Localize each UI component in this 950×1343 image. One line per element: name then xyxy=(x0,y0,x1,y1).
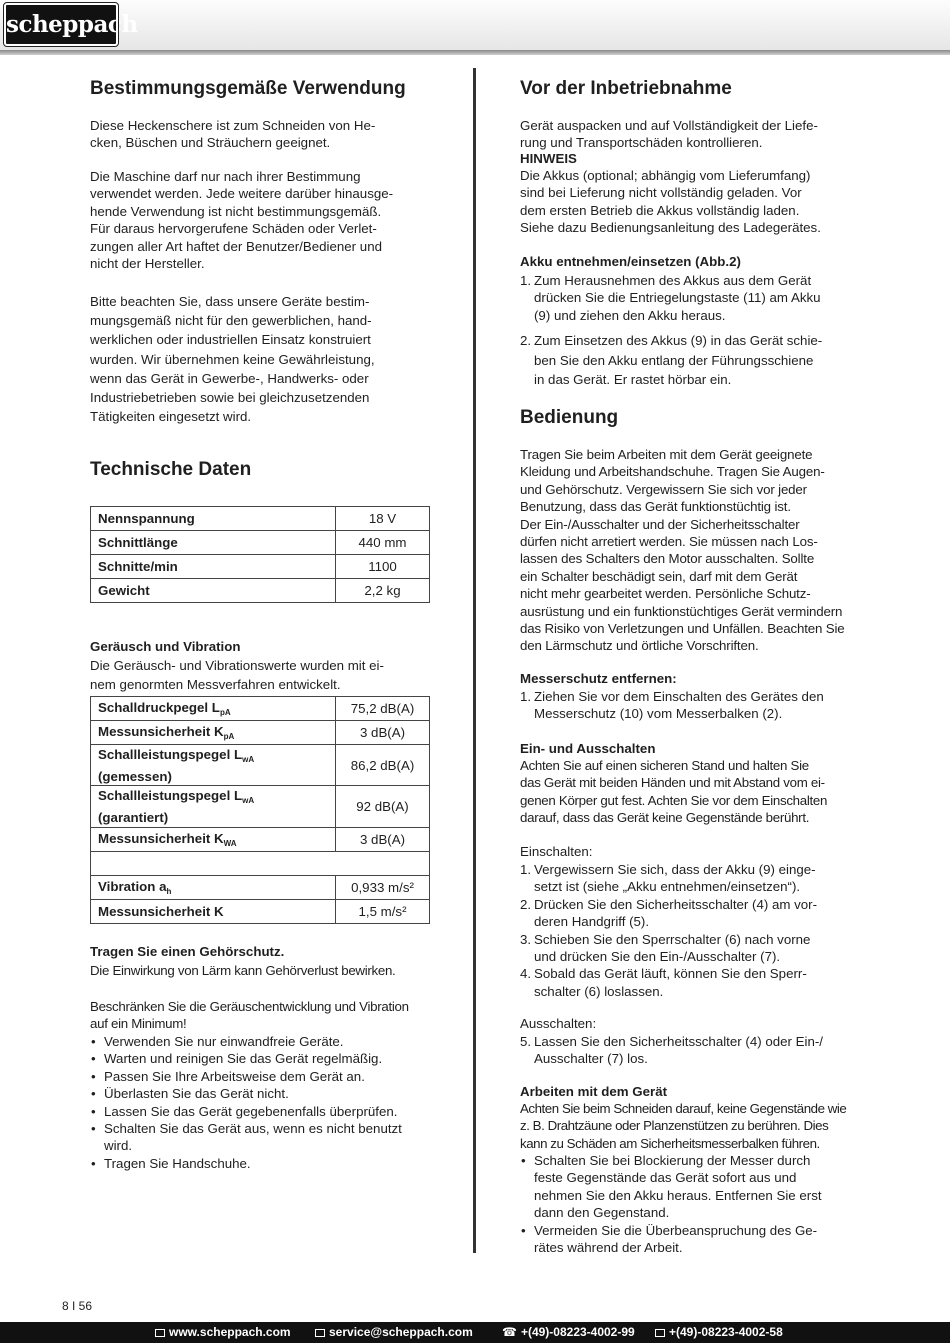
work-title: Arbeiten mit dem Gerät xyxy=(520,1084,668,1099)
empty-cell xyxy=(91,852,430,876)
table-row xyxy=(91,721,430,745)
noise-label: Schallleistungspegel $L_{wA}$ (gemessen) xyxy=(91,745,336,786)
before-paragraph: Gerät auspacken und auf Vollständigkeit der Liefe- rung und Transportschäden kontrollieren. xyxy=(520,118,818,151)
use-paragraph-3: Bitte beachten Sie, dass unsere Geräte bestim- mungsgemäß nicht für den gewerblichen, hand- werklichen oder industriellen Einsatz konstruiert wurden. Wir übernehmen keine Gewährleistung, wenn das Gerät in Gewerbe-, Handwerks- oder Industriebetrieben sowie bei gleichzusetzenden Tätigkeiten eingesetzt wird. xyxy=(90,294,375,425)
noise-value: 86,2 dB(A) xyxy=(336,745,430,786)
list-item: 2. Drücken Sie den Sicherheitsschalter (4) am vor- deren Handgriff (5). xyxy=(520,896,818,930)
list-item: • Vermeiden Sie die Überbeanspruchung des Ge- rätes während der Arbeit. xyxy=(520,1222,865,1257)
spec-label: Schnitte/min xyxy=(91,555,336,579)
list-item: • Warten und reinigen Sie das Gerät regelmäßig. xyxy=(90,1050,435,1067)
limit-text: Beschränken Sie die Geräuschentwicklung und Vibration auf ein Minimum! xyxy=(90,999,409,1032)
list-item: • Verwenden Sie nur einwandfreie Geräte. xyxy=(90,1033,435,1050)
table-row xyxy=(91,579,430,603)
noise-value: 1,5 m/s² xyxy=(336,900,430,924)
list-item: • Tragen Sie Handschuhe. xyxy=(90,1155,435,1172)
list-item: • Passen Sie Ihre Arbeitsweise dem Gerät an. xyxy=(90,1068,435,1085)
spec-label: Schnittlänge xyxy=(91,531,336,555)
noise-label: Messunsicherheit K xyxy=(91,900,336,924)
table-row xyxy=(91,507,430,531)
limit-bullet-list xyxy=(90,1033,435,1172)
hint-text: Die Akkus (optional; abhängig vom Lieferumfang) sind bei Lieferung nicht vollständig geladen. Vor dem ersten Betrieb die Akkus vollständig laden. Siehe dazu Bedienungsanleitung des Ladegerätes. xyxy=(520,168,821,236)
spec-label: Gewicht xyxy=(91,579,336,603)
battery-step-list xyxy=(520,272,865,324)
footer-web[interactable]: www.scheppach.com xyxy=(155,1322,291,1343)
list-item: 5. Lassen Sie den Sicherheitsschalter (4) oder Ein-/ Ausschalter (7) los. xyxy=(520,1034,823,1067)
hint-title: HINWEIS xyxy=(520,151,577,166)
noise-label: Messunsicherheit $K_{WA}$ xyxy=(91,828,336,852)
footer-phone: ☎ +(49)-08223-4002-99 xyxy=(502,1325,635,1339)
battery-step-list-2 xyxy=(520,331,865,390)
list-item: 2. Zum Einsetzen des Akkus (9) in das Gerät schie- ben Sie den Akku entlang der Führungsschiene in das Gerät. Er rastet hörbar ein. xyxy=(520,333,823,387)
operation-paragraph: Tragen Sie beim Arbeiten mit dem Gerät geeignete Kleidung und Arbeitshandschuhe. Tragen Sie Augen- und Gehörschutz. Vergewissern Sie sich vor jeder Benutzung, dass das Gerät funktionstüchtig ist. Der Ein-/Ausschalter und der Sicherheitsschalter dürfen nicht arretiert werden. Sie müssen nach Los- lassen des Schalters den Motor ausschalten. Sollte ein Schalter beschädigt sein, darf mit dem Gerät nicht mehr gearbeitet werden. Persönliche Schutz- ausrüstung und ein funktionstüchtiges Gerät vermindern das Risiko von Verletzungen und Unfällen. Beachten Sie den Lärmschutz und örtliche Vorschriften. xyxy=(520,447,845,654)
work-text: Achten Sie beim Schneiden darauf, keine Gegenstände wie z. B. Drahtzäune oder Planzenstützen zu berühren. Dies kann zu Schäden am Sicherheitsmesserbalken führen. xyxy=(520,1101,847,1151)
spec-label: Nennspannung xyxy=(91,507,336,531)
technical-data-table xyxy=(90,506,430,603)
switch-text: Achten Sie auf einen sicheren Stand und halten Sie das Gerät mit beiden Händen und mit Abstand vom ei- genen Körper gut fest. Achten Sie vor dem Einschalten darauf, dass das Gerät keine Gegenstände berührt. xyxy=(520,758,828,826)
noise-value: 92 dB(A) xyxy=(336,786,430,828)
noise-text: Die Geräusch- und Vibrationswerte wurden mit ei- nem genormten Messverfahren entwickelt. xyxy=(90,658,384,692)
list-item: 1. Ziehen Sie vor dem Einschalten des Gerätes den Messerschutz (10) vom Messerbalken (2). xyxy=(520,689,824,722)
noise-value: 75,2 dB(A) xyxy=(336,697,430,721)
use-paragraph-1: Diese Heckenschere ist zum Schneiden von He- cken, Büschen und Sträuchern geeignet. xyxy=(90,118,376,151)
header-divider xyxy=(0,50,950,55)
footer-email[interactable]: service@scheppach.com xyxy=(315,1322,473,1343)
on-step-list xyxy=(520,861,865,1000)
switch-title: Ein- und Ausschalten xyxy=(520,741,656,756)
noise-value: 3 dB(A) xyxy=(336,828,430,852)
list-item: 4. Sobald das Gerät läuft, können Sie den Sperr- schalter (6) loslassen. xyxy=(520,966,807,999)
hearing-protection-text: Die Einwirkung von Lärm kann Gehörverlust bewirken. xyxy=(90,963,396,978)
list-item: • Schalten Sie das Gerät aus, wenn es nicht benutzt wird. xyxy=(90,1120,435,1155)
table-row xyxy=(91,828,430,852)
table-row xyxy=(91,697,430,721)
use-paragraph-2: Die Maschine darf nur nach ihrer Bestimmung verwendet werden. Jede weitere darüber hinausge- hende Verwendung ist nicht bestimmungsgemäß. Für daraus hervorgerufene Schäden oder Verlet- zungen aller Art haftet der Benutzer/Bediener und nicht der Hersteller. xyxy=(90,169,394,272)
blade-guard-steps xyxy=(520,688,865,723)
noise-label: Vibration $a_h$ xyxy=(91,876,336,900)
spec-value: 1100 xyxy=(336,555,430,579)
noise-value: 3 dB(A) xyxy=(336,721,430,745)
monitor-icon xyxy=(155,1329,165,1337)
off-label: Ausschalten: xyxy=(520,1016,597,1031)
scheppach-logo: scheppach xyxy=(4,3,118,46)
list-item: • Schalten Sie bei Blockierung der Messer durch feste Gegenstände das Gerät sofort aus und nehmen Sie den Akku heraus. Entfernen Sie erst dann den Gegenstand. xyxy=(520,1152,865,1222)
noise-value: 0,933 m/s² xyxy=(336,876,430,900)
column-divider xyxy=(473,68,476,1253)
section-title-intended-use: Bestimmungsgemäße Verwendung xyxy=(90,78,406,99)
list-item: 1. Vergewissern Sie sich, dass der Akku (9) einge- setzt ist (siehe „Akku entnehmen/einsetzen“). xyxy=(520,862,816,895)
list-item: • Überlasten Sie das Gerät nicht. xyxy=(90,1085,435,1102)
blade-guard-title: Messerschutz entfernen: xyxy=(520,671,677,686)
footer-bar xyxy=(0,1322,950,1343)
work-bullet-list xyxy=(520,1152,865,1256)
table-row xyxy=(91,555,430,579)
section-title-operation: Bedienung xyxy=(520,407,619,428)
noise-label: Schallleistungspegel $L_{wA}$ (garantiert) xyxy=(91,786,336,828)
spec-value: 2,2 kg xyxy=(336,579,430,603)
spec-value: 18 V xyxy=(336,507,430,531)
on-label: Einschalten: xyxy=(520,844,593,859)
list-item: • Lassen Sie das Gerät gegebenenfalls überprüfen. xyxy=(90,1103,435,1120)
table-row xyxy=(91,876,430,900)
section-title-before-use: Vor der Inbetriebnahme xyxy=(520,78,732,99)
noise-title: Geräusch und Vibration xyxy=(90,639,241,654)
list-item: 3. Schieben Sie den Sperrschalter (6) nach vorne und drücken Sie den Ein-/Ausschalter (7). xyxy=(520,931,811,965)
fax-icon xyxy=(655,1329,665,1337)
table-row xyxy=(91,900,430,924)
table-row xyxy=(91,786,430,828)
hearing-protection-title: Tragen Sie einen Gehörschutz. xyxy=(90,944,285,959)
page-number: 8 I 56 xyxy=(62,1299,93,1313)
noise-label: Schalldruckpegel $L_{pA}$ xyxy=(91,697,336,721)
noise-label: Messunsicherheit $K_{pA}$ xyxy=(91,721,336,745)
battery-title: Akku entnehmen/einsetzen (Abb.2) xyxy=(520,254,741,269)
footer-fax: +(49)-08223-4002-58 xyxy=(655,1322,783,1343)
noise-vibration-table xyxy=(90,696,430,924)
list-item: 1. Zum Herausnehmen des Akkus aus dem Gerät drücken Sie die Entriegelungstaste (11) am Akku (9) und ziehen den Akku heraus. xyxy=(520,273,821,323)
off-step-list xyxy=(520,1033,865,1068)
spec-value: 440 mm xyxy=(336,531,430,555)
section-title-technical-data: Technische Daten xyxy=(90,459,252,480)
table-row xyxy=(91,531,430,555)
table-row-empty xyxy=(91,852,430,876)
header-bar xyxy=(0,0,950,50)
table-row xyxy=(91,745,430,786)
phone-icon: ☎ xyxy=(502,1325,517,1339)
mail-icon xyxy=(315,1329,325,1337)
